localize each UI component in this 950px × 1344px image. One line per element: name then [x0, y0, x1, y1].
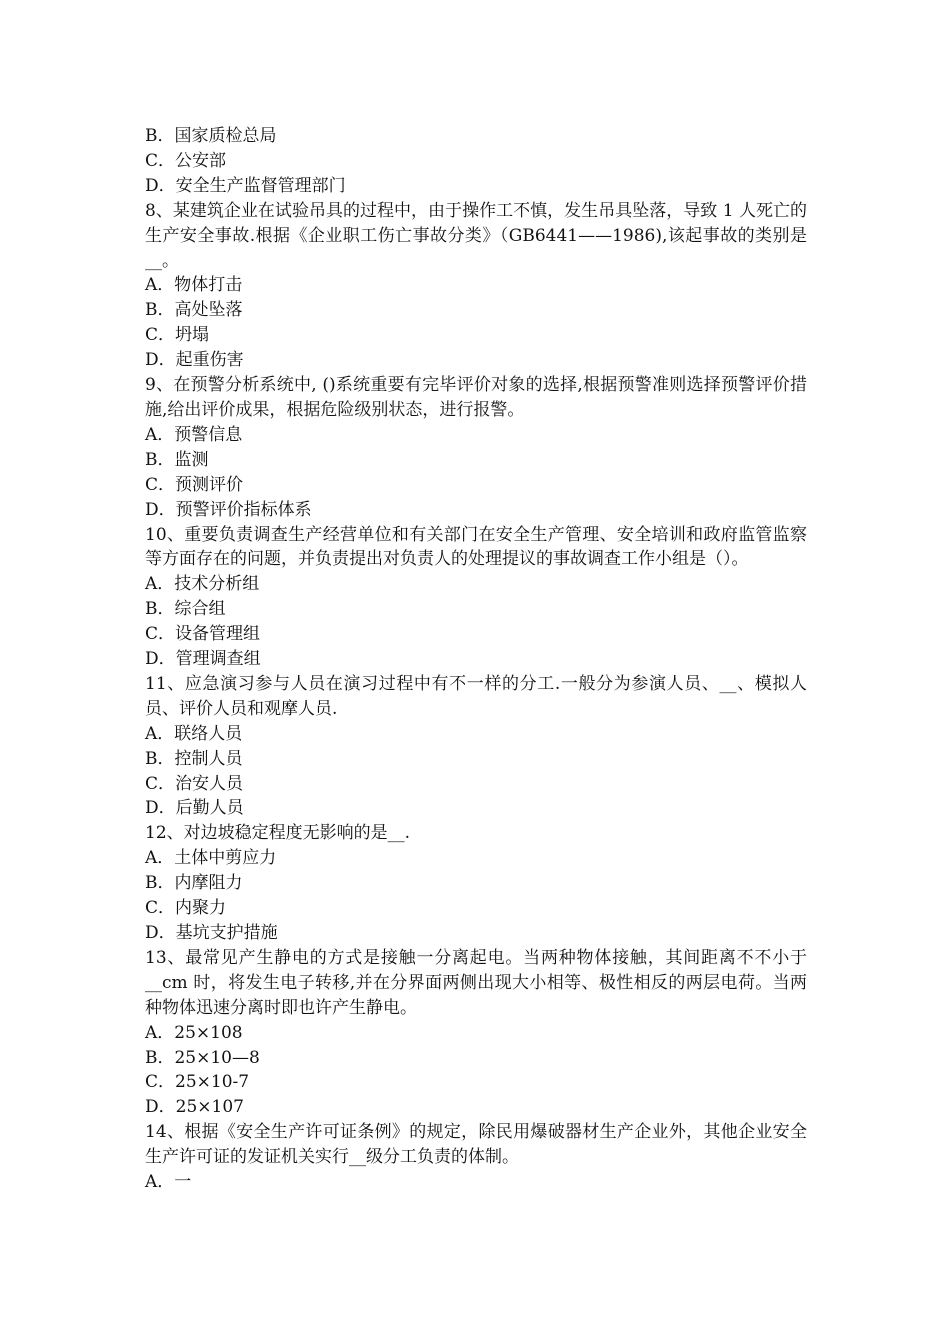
answer-option: B．控制人员: [145, 748, 243, 769]
answer-option: A．技术分析组: [145, 574, 260, 595]
answer-option: A．25×108: [145, 1022, 243, 1043]
answer-option: B．内摩阻力: [145, 873, 243, 894]
question-text: 14、根据《安全生产许可证条例》的规定，除民用爆破器材生产企业外，其他企业安全生产许可证的发证机关实行__级分工负责的体制。: [145, 1122, 807, 1168]
answer-option: D．基坑支护措施: [145, 923, 278, 943]
answer-option: A．土体中剪应力: [145, 848, 277, 869]
question-list: [145, 124, 807, 1195]
answer-option: B．国家质检总局: [145, 126, 277, 146]
answer-option: C．内聚力: [145, 898, 227, 919]
answer-option: D．管理调查组: [145, 649, 261, 670]
answer-option: C．设备管理组: [145, 624, 261, 645]
answer-option: B．监测: [145, 449, 209, 470]
answer-option: D．后勤人员: [145, 798, 244, 819]
answer-option: C．预测评价: [145, 474, 244, 495]
answer-option: D．25×107: [145, 1097, 244, 1118]
question-text: 10、重要负责调查生产经营单位和有关部门在安全生产管理、安全培训和政府监管监察等方面存在的问题，并负责提出对负责人的处理提议的事故调查工作小组是（）。: [145, 524, 807, 570]
answer-option: C．坍塌: [145, 325, 210, 346]
question-text: 13、最常见产生静电的方式是接触一分离起电。当两种物体接触，其间距离不不小于__cm 时，将发生电子转移,并在分界面两侧出现大小相等、极性相反的两层电荷。当两种物体迅速分离时即也许产生静电。: [145, 947, 807, 1018]
answer-option: C．治安人员: [145, 773, 244, 794]
answer-option: A．一: [145, 1172, 192, 1193]
answer-option: B．高处坠落: [145, 300, 243, 321]
document-body: [145, 124, 807, 1195]
answer-option: A．物体打击: [145, 275, 243, 296]
answer-option: B．25×10—8: [145, 1047, 260, 1068]
question-text: 8、某建筑企业在试验吊具的过程中，由于操作工不慎，发生吊具坠落，导致 1 人死亡的生产安全事故.根据《企业职工伤亡事故分类》（GB6441——1986),该起事故的类别是__。: [145, 200, 807, 271]
answer-option: A．预警信息: [145, 424, 243, 445]
answer-option: A．联络人员: [145, 723, 243, 744]
answer-option: C．公安部: [145, 150, 227, 171]
question-text: 12、对边坡稳定程度无影响的是__.: [145, 823, 411, 844]
answer-option: D．安全生产监督管理部门: [145, 175, 346, 196]
answer-option: D．起重伤害: [145, 350, 244, 371]
answer-option: D．预警评价指标体系: [145, 499, 312, 520]
answer-option: B．综合组: [145, 599, 226, 620]
question-text: 11、应急演习参与人员在演习过程中有不一样的分工.一般分为参演人员、__、模拟人员、评价人员和观摩人员.: [145, 673, 807, 719]
answer-option: C．25×10-7: [145, 1072, 250, 1093]
question-text: 9、在预警分析系统中, ()系统重要有完毕评价对象的选择,根据预警准则选择预警评价措施,给出评价成果，根据危险级别状态，进行报警。: [145, 375, 807, 420]
